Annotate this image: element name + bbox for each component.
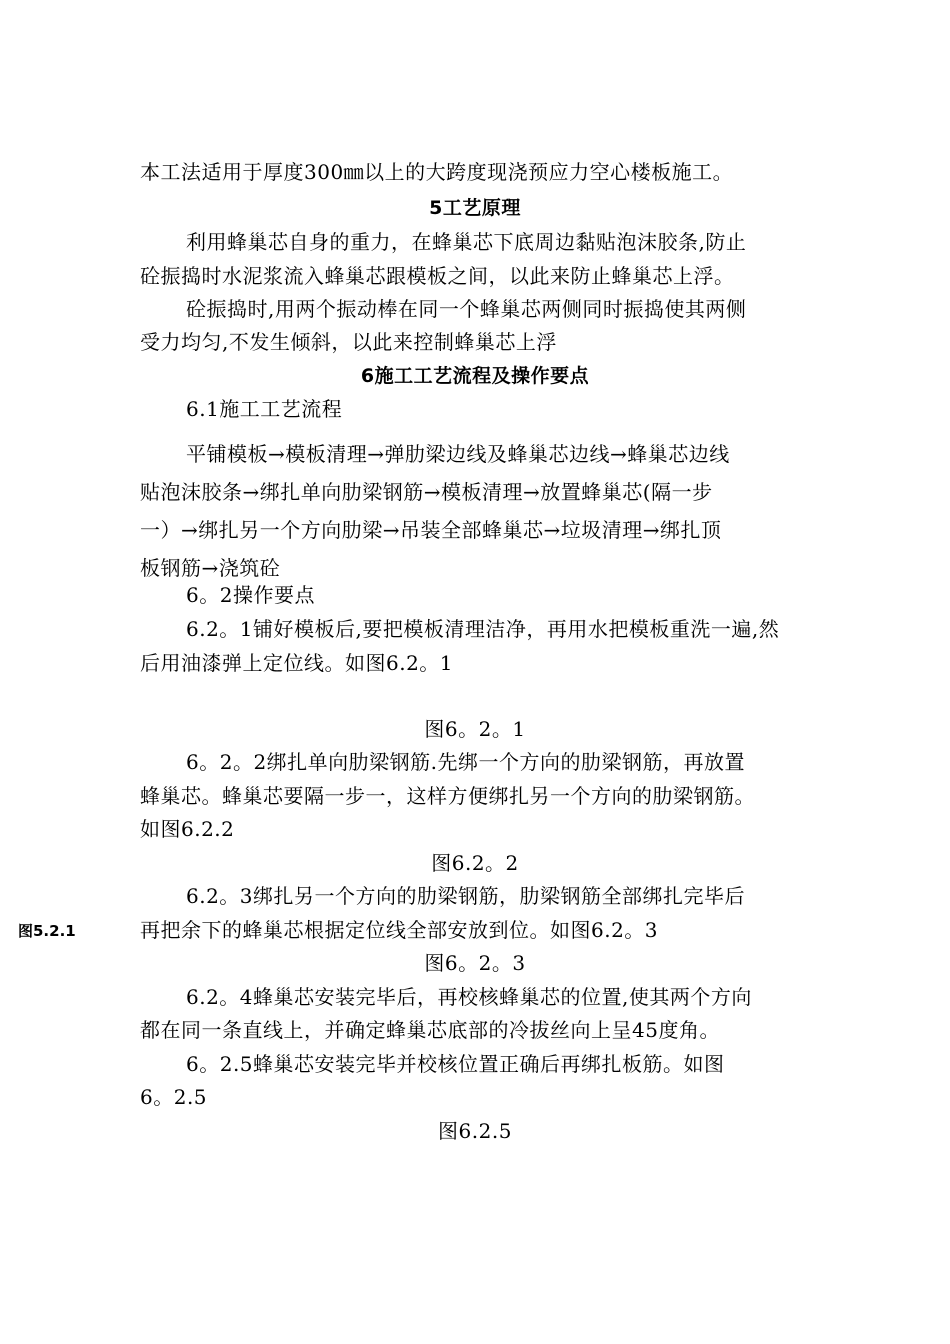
- figure-caption-6-2-2: 图6.2。2: [431, 851, 519, 875]
- principle-paragraph-2-line-1: 砼振捣时,用两个振动棒在同一个蜂巢芯两侧同时振捣使其两侧: [186, 297, 747, 321]
- process-flow-line-3: 一）→绑扎另一个方向肋梁→吊装全部蜂巢芯→垃圾清理→绑扎顶: [140, 518, 722, 542]
- figure-caption-5-2-1: 图5.2.1: [18, 922, 76, 940]
- section-5-heading: 5工艺原理: [429, 197, 521, 219]
- principle-paragraph-1-line-2: 砼振捣时水泥浆流入蜂巢芯跟模板之间，以此来防止蜂巢芯上浮。: [140, 264, 735, 288]
- figure-caption-6-2-3: 图6。2。3: [424, 951, 526, 975]
- step-6-2-4-line-1: 6.2。4蜂巢芯安装完毕后，再校核蜂巢芯的位置,使其两个方向: [186, 985, 752, 1009]
- step-6-2-3-line-1: 6.2。3绑扎另一个方向的肋梁钢筋，肋梁钢筋全部绑扎完毕后: [186, 884, 746, 908]
- step-6-2-3-line-2: 再把余下的蜂巢芯根据定位线全部安放到位。如图6.2。3: [140, 918, 659, 942]
- intro-paragraph: 本工法适用于厚度300㎜以上的大跨度现浇预应力空心楼板施工。: [140, 160, 734, 184]
- process-flow-line-4: 板钢筋→浇筑砼: [140, 556, 281, 580]
- figure-caption-6-2-5: 图6.2.5: [438, 1119, 512, 1143]
- section-6-heading: 6施工工艺流程及操作要点: [360, 365, 590, 387]
- step-6-2-4-line-2: 都在同一条直线上，并确定蜂巢芯底部的冷拔丝向上呈45度角。: [140, 1018, 720, 1042]
- principle-paragraph-1-line-1: 利用蜂巢芯自身的重力，在蜂巢芯下底周边黏贴泡沫胶条,防止: [186, 230, 747, 254]
- process-flow-line-2: 贴泡沫胶条→绑扎单向肋梁钢筋→模板清理→放置蜂巢芯(隔一步: [140, 480, 713, 504]
- principle-paragraph-2-line-2: 受力均匀,不发生倾斜，以此来控制蜂巢芯上浮: [140, 330, 557, 354]
- process-flow-line-1: 平铺模板→模板清理→弹肋梁边线及蜂巢芯边线→蜂巢芯边线: [186, 442, 730, 466]
- step-6-2-2-line-2: 蜂巢芯。蜂巢芯要隔一步一，这样方便绑扎另一个方向的肋梁钢筋。: [140, 784, 755, 808]
- step-6-2-2-line-1: 6。2。2绑扎单向肋梁钢筋.先绑一个方向的肋梁钢筋，再放置: [186, 750, 746, 774]
- step-6-2-2-line-3: 如图6.2.2: [140, 817, 235, 841]
- step-6-2-5-line-1: 6。2.5蜂巢芯安装完毕并校核位置正确后再绑扎板筋。如图: [186, 1052, 725, 1076]
- figure-caption-6-2-1: 图6。2。1: [424, 717, 526, 741]
- step-6-2-1-line-2: 后用油漆弹上定位线。如图6.2。1: [140, 651, 454, 675]
- subsection-6-2-heading: 6。2操作要点: [186, 583, 315, 607]
- subsection-6-1-heading: 6.1施工工艺流程: [186, 397, 343, 421]
- step-6-2-1-line-1: 6.2。1铺好模板后,要把模板清理洁净，再用水把模板重洗一遍,然: [186, 617, 780, 641]
- step-6-2-5-line-2: 6。2.5: [140, 1085, 208, 1109]
